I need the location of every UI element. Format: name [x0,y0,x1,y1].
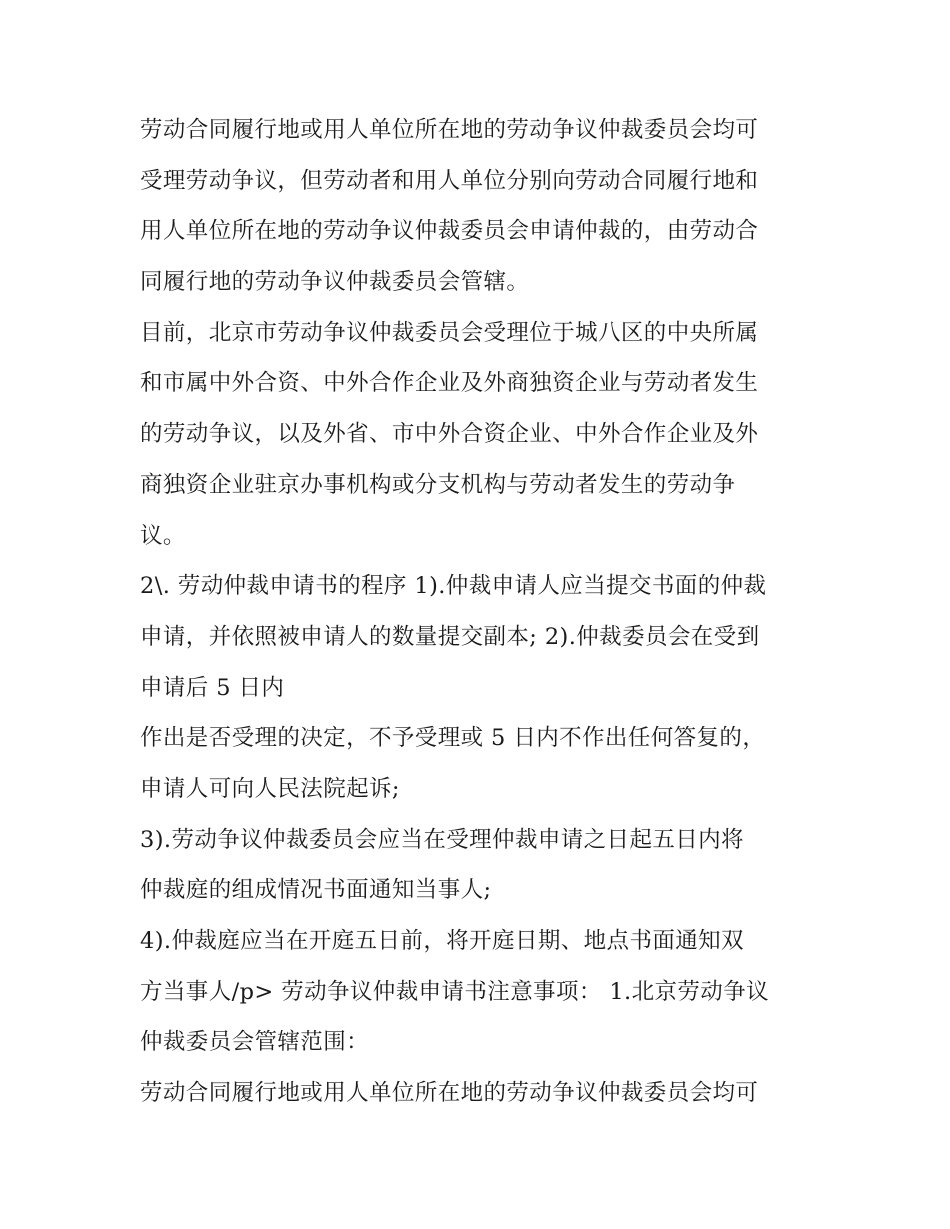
document-body [140,105,830,1119]
text-line: 劳动合同履行地或用人单位所在地的劳动争议仲裁委员会均可 [140,1080,759,1107]
text-line: 的劳动争议，以及外省、市中外合资企业、中外合作企业及外 [140,421,759,448]
text-line: 同履行地的劳动争议仲裁委员会管辖。 [140,269,530,296]
text-line: 商独资企业驻京办事机构或分支机构与劳动者发生的劳动争 [140,471,736,498]
text-line: 议。 [140,522,186,549]
text-line: 仲裁庭的组成情况书面通知当事人; [140,877,492,904]
text-line: 仲裁委员会管辖范围： [140,1029,370,1056]
text-line: 和市属中外合资、中外合作企业及外商独资企业与劳动者发生 [140,370,759,397]
text-line: 方当事人/p> 劳动争议仲裁申请书注意事项： 1.北京劳动争议 [140,978,770,1005]
text-line: 3).劳动争议仲裁委员会应当在受理仲裁申请之日起五日内将 [140,826,744,853]
text-line: 用人单位所在地的劳动争议仲裁委员会申请仲裁的，由劳动合 [140,218,759,245]
text-line: 4).仲裁庭应当在开庭五日前，将开庭日期、地点书面通知双 [140,928,744,954]
text-line: 申请，并依照被申请人的数量提交副本; 2).仲裁委员会在受到 [140,623,760,650]
text-line: 申请人可向人民法院起诉; [140,775,400,802]
text-line: 作出是否受理的决定，不予受理或 5 日内不作出任何答复的， [140,725,766,752]
text-line: 申请后 5 日内 [140,674,285,701]
text-line: 目前，北京市劳动争议仲裁委员会受理位于城八区的中央所属 [140,319,759,346]
text-line: 2\. 劳动仲裁申请书的程序 1).仲裁申请人应当提交书面的仲裁 [140,573,767,600]
text-line: 劳动合同履行地或用人单位所在地的劳动争议仲裁委员会均可 [140,117,759,143]
text-line: 受理劳动争议，但劳动者和用人单位分别向劳动合同履行地和 [140,167,759,194]
